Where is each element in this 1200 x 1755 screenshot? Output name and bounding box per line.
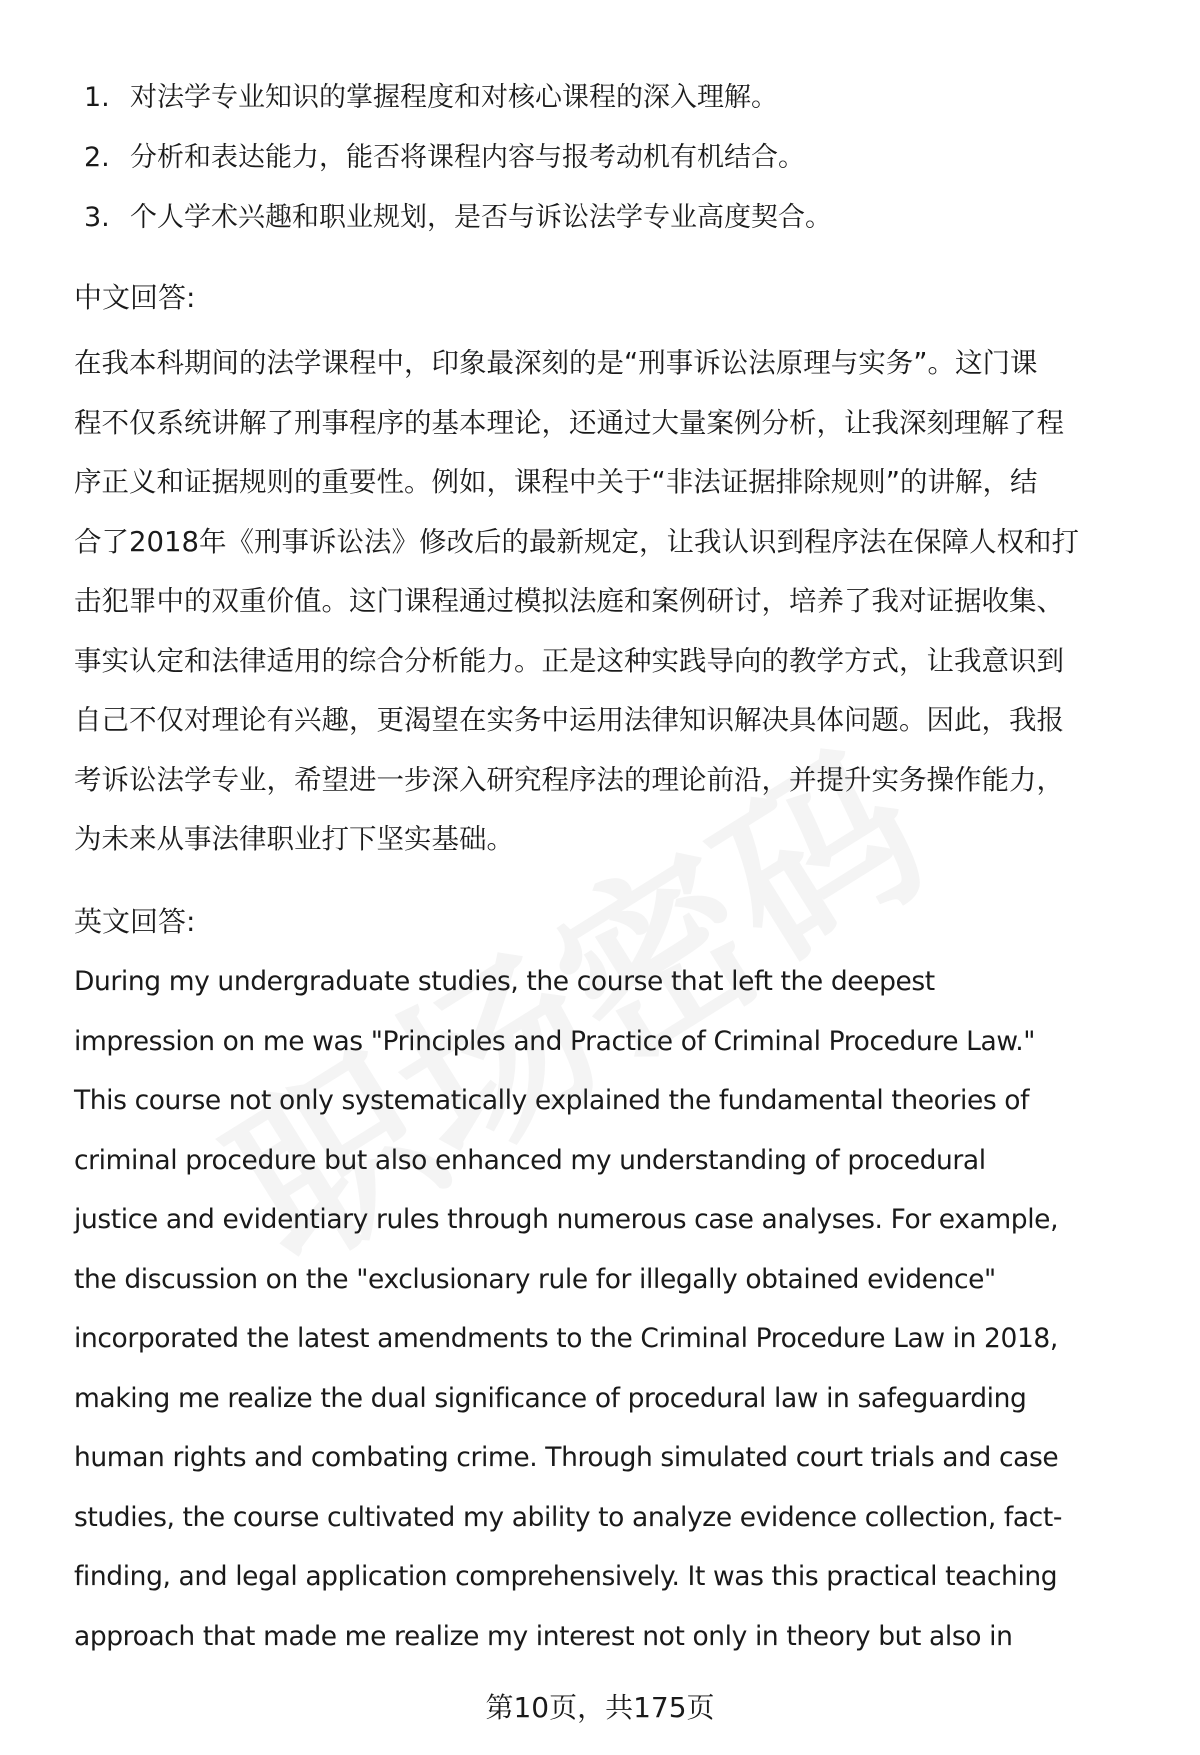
paragraph-line: 合了2018年《刑事诉讼法》修改后的最新规定，让我认识到程序法在保障人权和打 xyxy=(74,525,1079,558)
criteria-list xyxy=(84,68,1144,248)
paragraph-line: incorporated the latest amendments to the Criminal Procedure Law in 2018, xyxy=(74,1323,1058,1354)
criteria-number: 1. xyxy=(84,82,110,113)
paragraph-line: the discussion on the "exclusionary rule for illegally obtained evidence" xyxy=(74,1263,996,1295)
paragraph-line: making me realize the dual significance of procedural law in safeguarding xyxy=(74,1382,1027,1414)
paragraph-line: 在我本科期间的法学课程中，印象最深刻的是“刑事诉讼法原理与实务”。这门课 xyxy=(74,347,1038,379)
paragraph-line: This course not only systematically explained the fundamental theories of xyxy=(74,1085,1030,1116)
paragraph-line: criminal procedure but also enhanced my understanding of procedural xyxy=(74,1144,986,1176)
criteria-text: 个人学术兴趣和职业规划，是否与诉讼法学专业高度契合。 xyxy=(130,202,832,233)
paragraph-line: 程不仅系统讲解了刑事程序的基本理论，还通过大量案例分析，让我深刻理解了程 xyxy=(74,406,1064,439)
criteria-item-1 xyxy=(84,68,1144,128)
paragraph-line: human rights and combating crime. Through simulated court trials and case xyxy=(74,1442,1059,1473)
criteria-item-3 xyxy=(84,188,1144,248)
criteria-number: 3. xyxy=(84,202,110,233)
paragraph-line: 为未来从事法律职业打下坚实基础。 xyxy=(74,823,514,855)
criteria-number: 2. xyxy=(84,142,110,173)
paragraph-line: approach that made me realize my interest not only in theory but also in xyxy=(74,1620,1013,1652)
paragraph-line: justice and evidentiary rules through numerous case analyses. For example, xyxy=(74,1204,1059,1235)
chinese-answer-heading: 中文回答: xyxy=(74,281,196,314)
paragraph-line: 序正义和证据规则的重要性。例如，课程中关于“非法证据排除规则”的讲解，结 xyxy=(74,466,1038,498)
chinese-answer-paragraph xyxy=(74,334,1154,870)
paragraph-line: During my undergraduate studies, the course that left the deepest xyxy=(74,966,935,997)
criteria-text: 对法学专业知识的掌握程度和对核心课程的深入理解。 xyxy=(130,82,778,113)
criteria-item-2 xyxy=(84,128,1144,188)
english-answer-paragraph xyxy=(74,952,1154,1666)
criteria-text: 分析和表达能力，能否将课程内容与报考动机有机结合。 xyxy=(130,142,805,173)
paragraph-line: 自己不仅对理论有兴趣，更渴望在实务中运用法律知识解决具体问题。因此，我报 xyxy=(74,704,1064,736)
page-number: 第10页，共175页 xyxy=(485,1691,715,1724)
paragraph-line: 事实认定和法律适用的综合分析能力。正是这种实践导向的教学方式，让我意识到 xyxy=(74,644,1064,677)
paragraph-line: finding, and legal application comprehensively. It was this practical teaching xyxy=(74,1561,1058,1592)
paragraph-line: studies, the course cultivated my ability to analyze evidence collection, fact- xyxy=(74,1501,1062,1533)
paragraph-line: 击犯罪中的双重价值。这门课程通过模拟法庭和案例研讨，培养了我对证据收集、 xyxy=(74,585,1064,617)
paragraph-line: impression on me was "Principles and Practice of Criminal Procedure Law." xyxy=(74,1025,1036,1057)
paragraph-line: 考诉讼法学专业，希望进一步深入研究程序法的理论前沿，并提升实务操作能力， xyxy=(74,763,1064,796)
english-answer-heading: 英文回答: xyxy=(74,905,196,938)
